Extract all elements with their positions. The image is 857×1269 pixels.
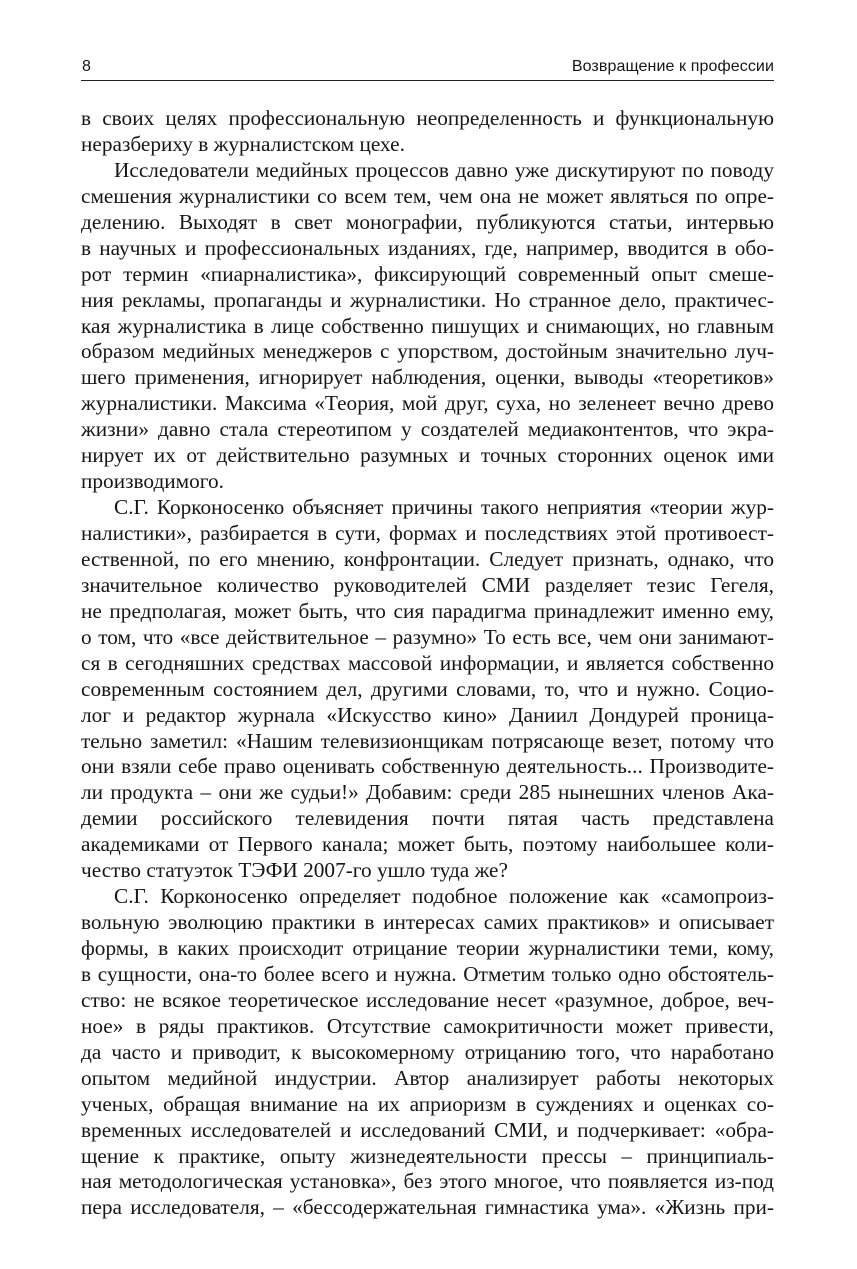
text-line: временных исследователей и исследований СМИ, и подчеркивает: «обра- [81, 1117, 774, 1142]
text-line: рот термин «пиарналистика», фиксирующий современный опыт смеше- [81, 261, 774, 286]
text-line: Исследователи медийных процессов давно уже дискутируют по поводу [114, 157, 774, 182]
running-title: Возвращение к профессии [571, 58, 774, 75]
text-line: в научных и профессиональных изданиях, где, например, вводится в обо- [81, 235, 774, 260]
text-line: С.Г. Корконосенко определяет подобное положение как «самопроиз- [114, 884, 774, 909]
text-line: нирует их от действительно разумных и точных сторонних оценок ими [81, 443, 774, 468]
text-line: чество статуэток ТЭФИ 2007-го ушло туда же? [81, 858, 508, 883]
text-line: ство: не всякое теоретическое исследование несет «разумное, доброе, веч- [81, 987, 774, 1012]
text-line: ученых, обращая внимание на их априоризм в суждениях и оценках со- [81, 1091, 774, 1116]
text-line: ное» в ряды практиков. Отсутствие самокритичности может привести, [81, 1013, 774, 1038]
text-line: налистики», разбирается в сути, формах и последствиях этой противоест- [81, 521, 774, 545]
text-line: они взяли себе право оценивать собственную деятельность... Производите- [81, 754, 774, 779]
text-line: ния рекламы, пропаганды и журналистики. Но странное дело, практичес- [81, 287, 774, 312]
text-line: лог и редактор журнала «Искусство кино» Даниил Дондурей проница- [81, 702, 774, 727]
text-line: в сущности, она-то более всего и нужна. Отметим только одно обстоятель- [81, 961, 774, 986]
text-line: щение к практике, опыту жизнедеятельности прессы – принципиаль- [81, 1143, 774, 1168]
text-line: производимого. [81, 469, 224, 494]
text-line: неразбериху в журналистском цехе. [81, 131, 405, 156]
text-line: ся в сегодняшних средствах массовой информации, и является собственно [81, 650, 774, 675]
text-line: о том, что «все действительное – разумно» То есть все, чем они занимают- [81, 624, 774, 649]
text-line: смешения журналистики со всем тем, чем она не может являться по опре- [81, 183, 774, 208]
text-line: ная методологическая установка», без этого многое, что появляется из-под [81, 1169, 774, 1194]
text-line: вольную эволюцию практики в интересах самих практиков» и описывает [81, 910, 774, 935]
text-line: жизни» давно стала стереотипом у создателей медиаконтентов, что экра- [81, 417, 774, 442]
text-line: опытом медийной индустрии. Автор анализирует работы некоторых [81, 1065, 774, 1090]
text-line: не предполагая, может быть, что сия парадигма принадлежит именно ему, [81, 598, 774, 623]
page-number: 8 [82, 58, 91, 75]
text-line: кая журналистика в лице собственно пишущих и снимающих, но главным [81, 313, 774, 338]
text-line: современным состоянием дел, другими словами, то, что и нужно. Социо- [81, 676, 774, 701]
text-line: шего применения, игнорирует наблюдения, оценки, выводы «теоретиков» [81, 365, 774, 390]
body-text [81, 106, 774, 1221]
text-line: пера исследователя, – «бессодержательная гимнастика ума». «Жизнь при- [81, 1195, 774, 1220]
text-line: ественной, по его мнению, конфронтации. Следует признать, однако, что [81, 546, 774, 571]
text-line: С.Г. Корконосенко объясняет причины такого неприятия «теории жур- [114, 495, 774, 520]
text-line: журналистики. Максима «Теория, мой друг, суха, но зеленеет вечно древо [81, 391, 774, 416]
page-header [81, 56, 774, 81]
text-line: академиками от Первого канала; может быть, поэтому наибольшее коли- [81, 832, 774, 857]
text-line: значительное количество руководителей СМИ разделяет тезис Гегеля, [81, 572, 774, 597]
text-line: в своих целях профессиональную неопределенность и функциональную [81, 106, 774, 130]
text-line: делению. Выходят в свет монографии, публикуются статьи, интервью [81, 209, 774, 234]
text-line: образом медийных менеджеров с упорством, достойным значительно луч- [81, 339, 774, 364]
text-line: да часто и приводит, к высокомерному отрицанию того, что наработано [81, 1039, 774, 1064]
text-line: формы, в каких происходит отрицание теории журналистики теми, кому, [81, 936, 774, 960]
text-line: ли продукта – они же судьи!» Добавим: среди 285 нынешних членов Ака- [81, 780, 774, 805]
text-line: демии российского телевидения почти пятая часть представлена [81, 806, 774, 831]
text-line: тельно заметил: «Нашим телевизионщикам потрясающе везет, потому что [81, 728, 774, 753]
